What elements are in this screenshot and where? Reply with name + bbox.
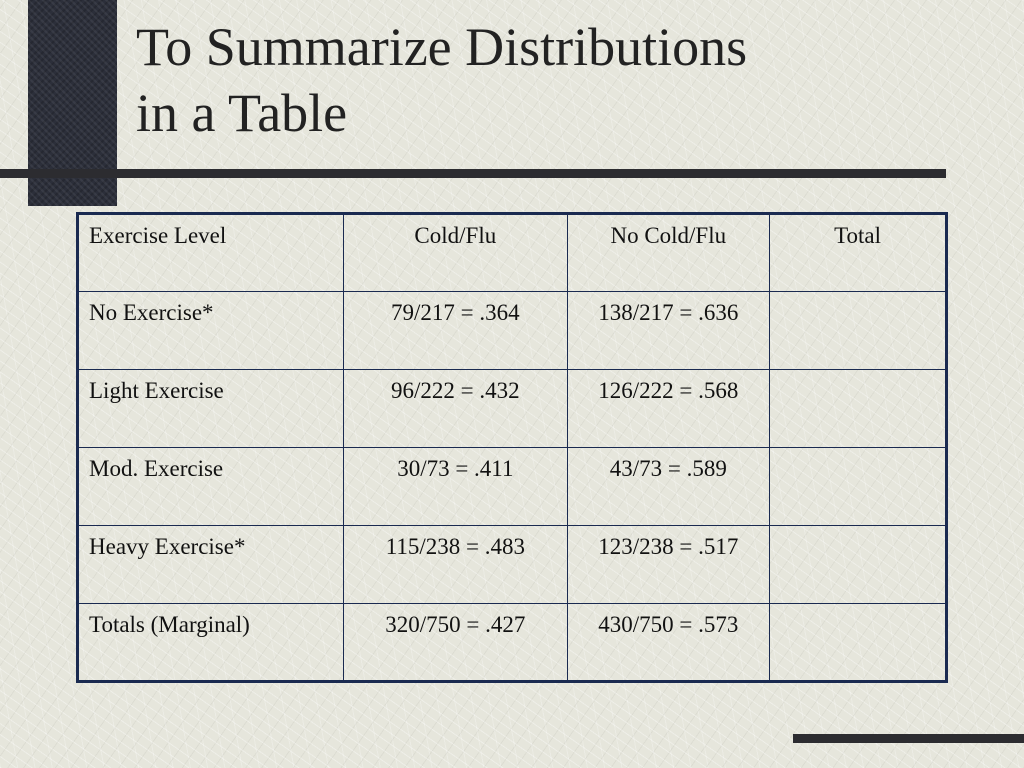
distribution-table (76, 212, 948, 683)
total-value (770, 292, 947, 370)
cold-flu-value: 320/750 = .427 (344, 604, 567, 682)
no-cold-flu-value: 123/238 = .517 (567, 526, 770, 604)
row-label: Light Exercise (78, 370, 344, 448)
total-value (770, 604, 947, 682)
cold-flu-value: 79/217 = .364 (344, 292, 567, 370)
total-value (770, 370, 947, 448)
header-total: Total (770, 214, 947, 292)
table-row (78, 292, 947, 370)
header-exercise-level: Exercise Level (78, 214, 344, 292)
no-cold-flu-value: 126/222 = .568 (567, 370, 770, 448)
row-label: Mod. Exercise (78, 448, 344, 526)
header-cold-flu: Cold/Flu (344, 214, 567, 292)
row-label: Heavy Exercise* (78, 526, 344, 604)
no-cold-flu-value: 430/750 = .573 (567, 604, 770, 682)
title-line-2: in a Table (136, 83, 348, 143)
table-row (78, 370, 947, 448)
row-label: Totals (Marginal) (78, 604, 344, 682)
no-cold-flu-value: 43/73 = .589 (567, 448, 770, 526)
cold-flu-value: 96/222 = .432 (344, 370, 567, 448)
title-underline-rule (0, 169, 946, 178)
total-value (770, 448, 947, 526)
cold-flu-value: 115/238 = .483 (344, 526, 567, 604)
bottom-accent-rule (793, 734, 1024, 743)
header-no-cold-flu: No Cold/Flu (567, 214, 770, 292)
cold-flu-value: 30/73 = .411 (344, 448, 567, 526)
total-value (770, 526, 947, 604)
table-header-row (78, 214, 947, 292)
table-row-totals (78, 604, 947, 682)
table-row (78, 448, 947, 526)
no-cold-flu-value: 138/217 = .636 (567, 292, 770, 370)
table-row (78, 526, 947, 604)
row-label: No Exercise* (78, 292, 344, 370)
title-line-1: To Summarize Distributions (136, 17, 748, 77)
page-title (136, 14, 747, 146)
